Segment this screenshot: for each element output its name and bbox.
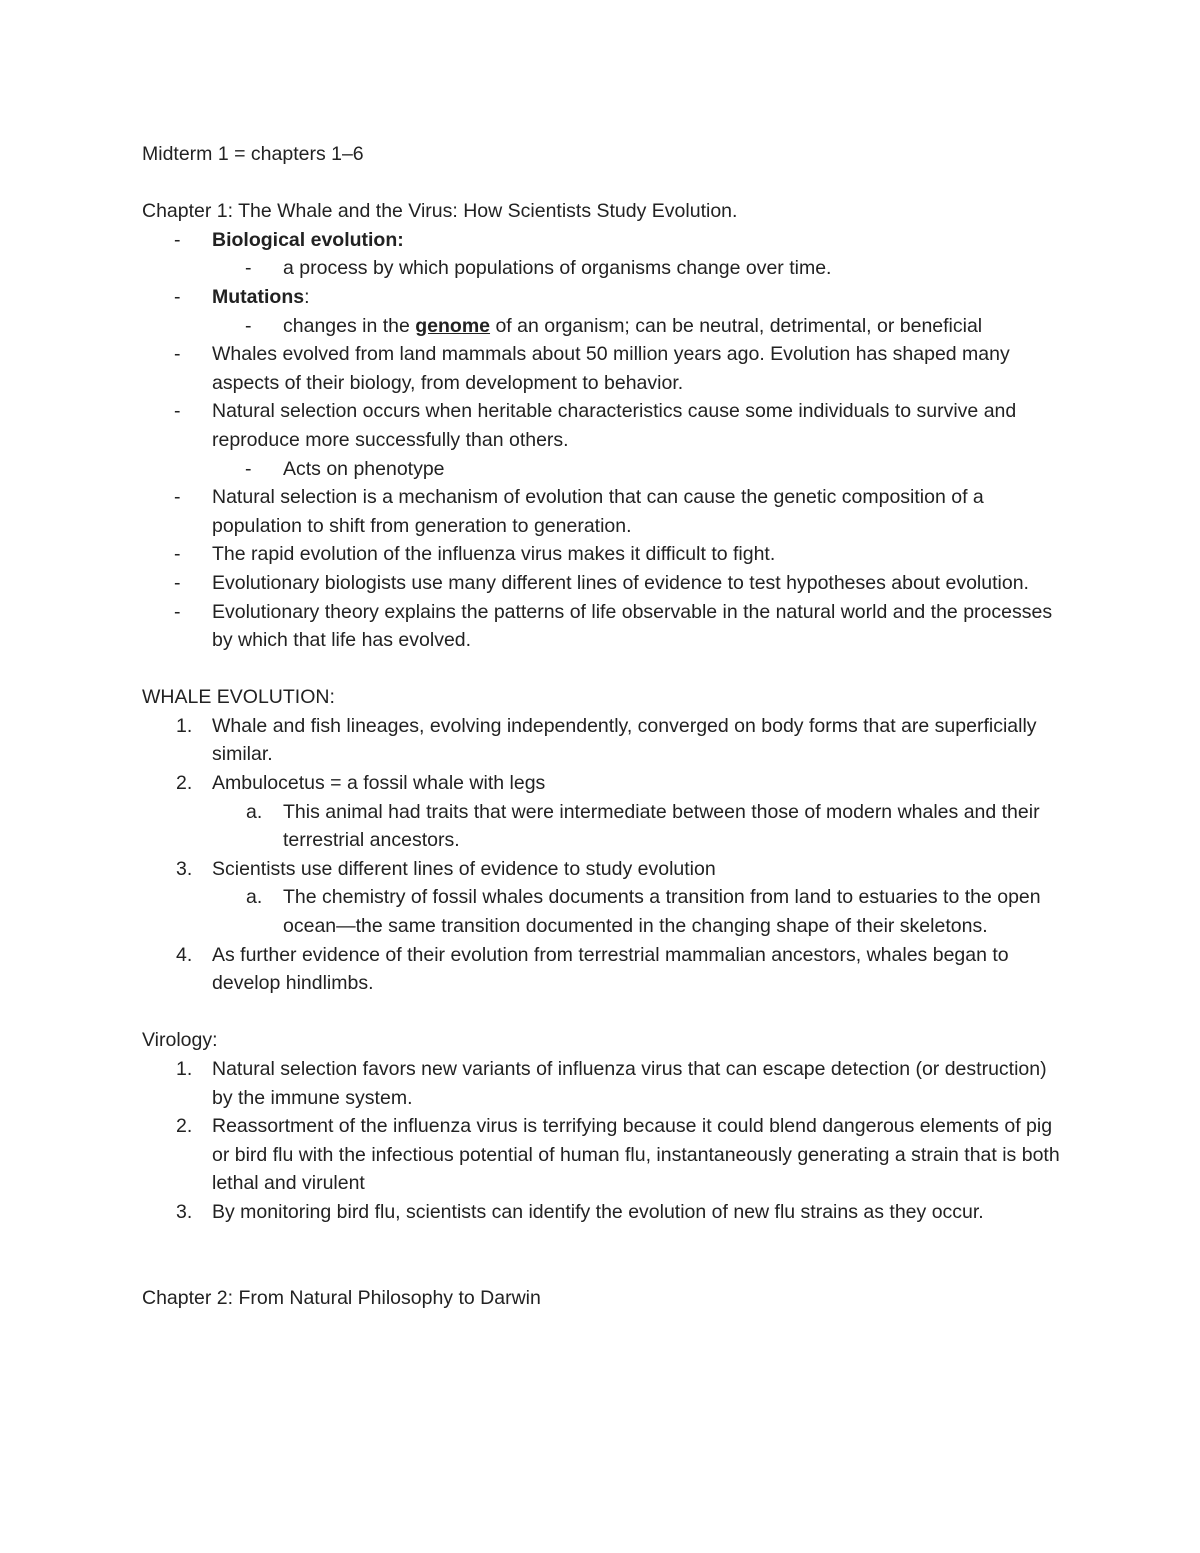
document-body [142,140,1072,1312]
list-number: 2. [176,1115,193,1138]
bio-evo-definition: a process by which populations of organisms change over time. [283,257,832,280]
list-item-text: Ambulocetus = a fossil whale with legs [212,772,546,795]
sub-bullet-bio-evo-def [142,254,1072,283]
list-item-text: Natural selection favors new variants of influenza virus that can escape detection (or destruction) by the immune system. [212,1058,1047,1109]
bullet-mutations [142,283,1072,312]
bullet-marker: - [174,600,181,623]
bullet-marker: - [174,400,181,423]
virology-title: Virology: [142,1029,218,1052]
list-number: 1. [176,1058,193,1080]
chapter1-title: Chapter 1: The Whale and the Virus: How Scientists Study Evolution. [142,200,738,223]
whale-item-2 [142,769,1072,798]
spacer [142,1227,1072,1284]
bullet-text: Acts on phenotype [283,457,445,480]
list-letter: a. [246,886,263,909]
spacer [142,169,1072,198]
bullet-natural-selection [142,397,1072,454]
list-item-text: As further evidence of their evolution from terrestrial mammalian ancestors, whales began to develop hindlimbs. [212,943,1009,995]
mutations-def-pre: changes in the [283,314,416,337]
bullet-whales-evolved [142,340,1072,397]
bullet-text: Whales evolved from land mammals about 50 million years ago. Evolution has shaped many aspects of their biology, from development to behavior. [212,343,1010,394]
list-item-text: Whale and fish lineages, evolving independently, converged on body forms that are superficially similar. [212,714,1037,766]
bullet-influenza [142,540,1072,569]
spacer [142,998,1072,1027]
term-biological-evolution: Biological evolution: [212,228,404,251]
bullet-evidence [142,569,1072,598]
bullet-text: Natural selection is a mechanism of evolution that can cause the genetic composition of a population to shift from generation to generation. [212,486,984,537]
bullet-marker: - [245,314,252,337]
bullet-text: Natural selection occurs when heritable characteristics cause some individuals to survive and reproduce more successfully than others. [212,400,1017,451]
bullet-biological-evolution [142,226,1072,255]
whale-item-1 [142,712,1072,769]
bullet-text: The rapid evolution of the influenza virus makes it difficult to fight. [212,543,776,566]
chapter2-title: Chapter 2: From Natural Philosophy to Darwin [142,1286,541,1309]
list-number: 2. [176,772,193,795]
list-letter: a. [246,800,263,823]
sub-bullet-mutations-def [142,312,1072,341]
bullet-marker: - [174,486,181,509]
bullet-marker: - [174,343,181,366]
bullet-marker: - [174,571,181,594]
list-number: 3. [176,1200,193,1223]
virology-item-3 [142,1198,1072,1227]
list-item-text: Reassortment of the influenza virus is terrifying because it could blend dangerous elements of pig or bird flu with the infectious potential of human flu, instantaneously generating a strain that is both lethal and virulent [212,1115,1060,1195]
term-mutations: Mutations [212,285,305,308]
list-number: 4. [176,943,193,966]
list-item-text: Scientists use different lines of evidence to study evolution [212,857,716,880]
midterm-heading: Midterm 1 = chapters 1–6 [142,143,364,165]
list-number: 1. [176,714,193,737]
list-item-text: The chemistry of fossil whales documents a transition from land to estuaries to the open ocean—the same transition documented in the changing shape of their skeletons. [283,886,1041,938]
mutations-colon: : [304,285,310,308]
list-item-text: This animal had traits that were intermediate between those of modern whales and their terrestrial ancestors. [283,800,1040,852]
sub-bullet-phenotype [142,455,1072,484]
mutations-def-post: of an organism; can be neutral, detrimental, or beneficial [490,314,983,337]
term-genome: genome [415,314,491,337]
bullet-marker: - [174,228,181,251]
virology-item-1 [142,1055,1072,1112]
bullet-marker: - [245,257,252,280]
whale-item-4 [142,941,1072,998]
spacer [142,655,1072,684]
whale-item-3 [142,855,1072,884]
whale-item-3a [142,883,1072,940]
virology-item-2 [142,1112,1072,1198]
bullet-marker: - [174,543,181,566]
bullet-marker: - [245,457,252,480]
bullet-text: Evolutionary biologists use many different lines of evidence to test hypotheses about evolution. [212,571,1029,594]
bullet-marker: - [174,285,181,308]
bullet-text: Evolutionary theory explains the patterns of life observable in the natural world and the processes by which that life has evolved. [212,600,1053,652]
whale-item-2a [142,798,1072,855]
list-item-text: By monitoring bird flu, scientists can identify the evolution of new flu strains as they occur. [212,1200,984,1223]
bullet-mechanism [142,483,1072,540]
list-number: 3. [176,857,193,880]
whale-evolution-title: WHALE EVOLUTION: [142,686,335,709]
bullet-theory [142,598,1072,655]
